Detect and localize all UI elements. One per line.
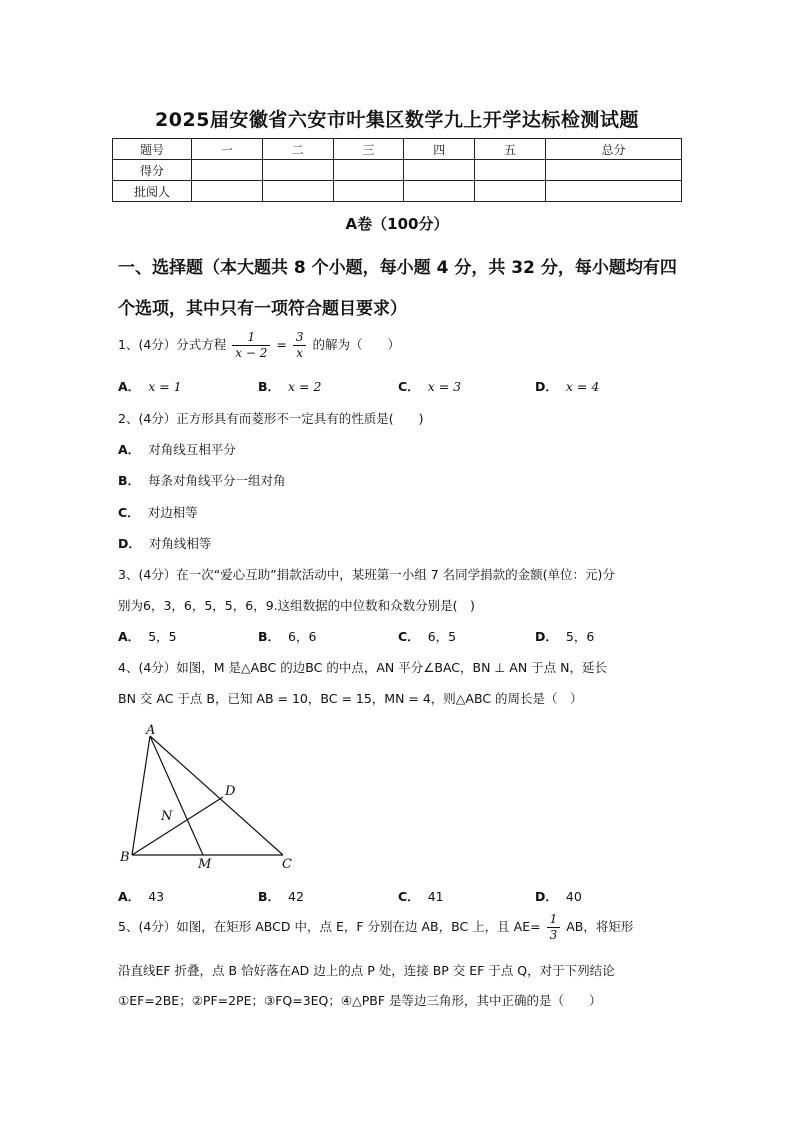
score-table-header-row	[113, 139, 682, 160]
option-letter: B．	[118, 473, 141, 488]
question-5-prefix: 5、(4分）如图，在矩形 ABCD 中，点 E，F 分别在边 AB，BC 上，且 AE=	[118, 919, 541, 934]
option-text: 对边相等	[147, 505, 198, 520]
table-cell	[545, 181, 681, 202]
option-letter: A．	[118, 889, 141, 904]
score-table-row	[113, 181, 682, 202]
section-1-heading: 一、选择题（本大题共 8 个小题，每小题 4 分，共 32 分，每小题均有四个选项，其中只有一项符合题目要求）	[118, 258, 677, 319]
table-cell: 得分	[113, 160, 192, 181]
table-cell	[404, 160, 475, 181]
score-table-row	[113, 160, 682, 181]
option-text: 5，6	[565, 629, 595, 644]
option-letter: B．	[258, 629, 281, 644]
option-letter: D．	[535, 629, 558, 644]
option-b[interactable]	[118, 471, 286, 489]
option-text: x = 4	[565, 379, 600, 394]
fraction-numerator: 1	[547, 912, 561, 928]
exam-title: 2025届安徽省六安市叶集区数学九上开学达标检测试题	[155, 109, 639, 131]
question-1-stem	[118, 330, 400, 361]
option-b[interactable]	[258, 377, 321, 395]
fraction-numerator: 1	[232, 330, 270, 346]
fraction	[547, 912, 561, 943]
segment-bd	[132, 797, 223, 855]
question-5-stem-line-1	[118, 912, 633, 943]
option-letter: D．	[118, 536, 141, 551]
option-letter: C．	[118, 505, 140, 520]
option-letter: C．	[398, 629, 420, 644]
question-4-stem-line-2: BN 交 AC 于点 B，已知 AB = 10，BC = 15，MN = 4，则△ABC 的周长是（ ）	[118, 691, 583, 706]
option-d[interactable]	[535, 627, 594, 645]
option-text: 41	[427, 889, 444, 904]
question-5-stem-line-3: ①EF=2BE；②PF=2PE；③FQ=3EQ；④△PBF 是等边三角形，其中正确的是（ ）	[118, 993, 602, 1008]
table-cell	[262, 181, 333, 202]
option-d[interactable]	[118, 534, 211, 552]
table-cell: 五	[475, 139, 546, 160]
option-text: 6，6	[288, 629, 317, 644]
option-letter: A．	[118, 442, 141, 457]
question-3-stem-line-2: 别为6，3，6，5，5，6，9.这组数据的中位数和众数分别是( )	[118, 598, 475, 613]
option-text: x = 3	[427, 379, 462, 394]
question-2-stem: 2、(4分）正方形具有而菱形不一定具有的性质是( )	[118, 411, 424, 426]
option-text: 5，5	[148, 629, 177, 644]
equals-sign: =	[276, 337, 287, 352]
fraction-numerator: 3	[293, 330, 307, 346]
option-text: 40	[565, 889, 582, 904]
option-text: 42	[288, 889, 304, 904]
table-cell	[262, 160, 333, 181]
option-a[interactable]	[118, 440, 236, 458]
table-cell: 总分	[545, 139, 681, 160]
option-letter: D．	[535, 889, 558, 904]
table-cell	[192, 181, 263, 202]
option-a[interactable]	[118, 377, 182, 395]
label-a: A	[146, 723, 156, 738]
option-c[interactable]	[398, 627, 456, 645]
table-cell: 三	[333, 139, 404, 160]
option-text: 6，5	[427, 629, 457, 644]
table-cell	[192, 160, 263, 181]
option-d[interactable]	[535, 887, 582, 905]
option-text: 43	[148, 889, 165, 904]
option-letter: C．	[398, 379, 420, 394]
option-a[interactable]	[118, 627, 177, 645]
option-b[interactable]	[258, 887, 304, 905]
label-d: D	[225, 784, 236, 799]
option-text: 对角线互相平分	[148, 442, 236, 457]
triangle-figure	[112, 722, 302, 872]
section-a-heading: A卷（100分）	[345, 215, 449, 233]
option-text: x = 2	[288, 379, 322, 394]
question-1-suffix: 的解为（ ）	[312, 337, 400, 352]
table-cell	[545, 160, 681, 181]
option-letter: B．	[258, 889, 281, 904]
table-cell	[333, 160, 404, 181]
question-3-stem-line-1: 3、(4分）在一次“爱心互助”捐款活动中，某班第一小组 7 名同学捐款的金额(单位：元)分	[118, 567, 615, 582]
option-letter: A．	[118, 629, 141, 644]
segment-ac	[150, 736, 283, 855]
question-5-stem-line-2: 沿直线EF 折叠，点 B 恰好落在AD 边上的点 P 处，连接 BP 交 EF 于点 Q，对于下列结论	[118, 963, 615, 978]
option-text: x = 1	[148, 379, 182, 394]
option-letter: A．	[118, 379, 141, 394]
fraction-denominator: x − 2	[235, 346, 268, 360]
option-c[interactable]	[398, 377, 461, 395]
score-table	[112, 138, 682, 202]
segment-ab	[132, 736, 150, 855]
label-m: M	[198, 857, 212, 872]
table-cell	[475, 181, 546, 202]
fraction-denominator: 3	[549, 928, 558, 942]
table-cell	[475, 160, 546, 181]
label-n: N	[161, 809, 173, 824]
segment-am	[150, 736, 203, 855]
question-1-prefix: 1、(4分）分式方程	[118, 337, 227, 352]
option-letter: B．	[258, 379, 281, 394]
fraction	[293, 330, 307, 361]
question-5-suffix: AB，将矩形	[566, 919, 634, 934]
table-cell: 四	[404, 139, 475, 160]
table-cell: 批阅人	[113, 181, 192, 202]
table-cell: 二	[262, 139, 333, 160]
option-d[interactable]	[535, 377, 599, 395]
option-letter: D．	[535, 379, 558, 394]
option-c[interactable]	[118, 503, 198, 521]
table-cell	[333, 181, 404, 202]
label-b: B	[120, 850, 130, 865]
label-c: C	[282, 857, 292, 872]
fraction	[232, 330, 270, 361]
table-cell: 一	[192, 139, 263, 160]
option-letter: C．	[398, 889, 420, 904]
option-b[interactable]	[258, 627, 316, 645]
table-cell	[404, 181, 475, 202]
option-text: 对角线相等	[148, 536, 212, 551]
option-text: 每条对角线平分一组对角	[148, 473, 286, 488]
question-4-stem-line-1: 4、(4分）如图，M 是△ABC 的边BC 的中点，AN 平分∠BAC，BN ⊥ AN 于点 N，延长	[118, 660, 607, 675]
table-cell: 题号	[113, 139, 192, 160]
fraction-denominator: x	[296, 346, 304, 360]
option-a[interactable]	[118, 887, 164, 905]
option-c[interactable]	[398, 887, 444, 905]
